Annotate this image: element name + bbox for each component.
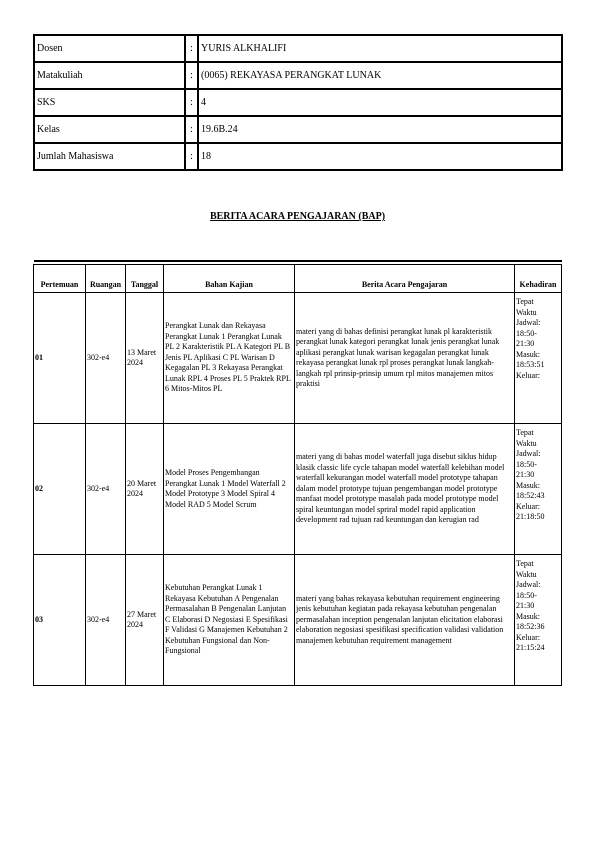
- table-row: [34, 424, 562, 555]
- info-label: Matakuliah: [34, 62, 185, 89]
- cell-tanggal: 27 Maret 2024: [126, 555, 164, 686]
- cell-kehadiran: [515, 555, 562, 686]
- kehadiran-line: Jadwal:: [516, 580, 541, 589]
- header-pertemuan: Pertemuan: [34, 265, 86, 293]
- kehadiran-line: 18:52:36: [516, 622, 545, 631]
- info-row-jumlah-mahasiswa: [34, 143, 562, 170]
- info-value-kelas: 19.6B.24: [198, 116, 562, 143]
- cell-berita-acara: materi yang di bahas model waterfall juga disebut siklus hidup klasik classic life cycle tahapan model waterfall kelebihan model waterfall kekurangan model waterfall model prototype tahapan dalam model prototype tujuan pengembangan model prototype manfaat model prototype masalah pada model prototype model spiral keuntungan model spriral model rapid application development rad tujuan rad keuntungan dan kerugian rad: [295, 424, 515, 555]
- kehadiran-line: 21:18:50: [516, 512, 545, 521]
- kehadiran-line: 18:53:51: [516, 360, 545, 369]
- cell-kehadiran: [515, 424, 562, 555]
- kehadiran-line: Waktu: [516, 307, 537, 317]
- info-colon: :: [185, 62, 198, 89]
- kehadiran-line: Keluar:: [516, 501, 540, 511]
- kehadiran-line: Masuk:: [516, 480, 540, 490]
- info-value-jumlah-mahasiswa: 18: [198, 143, 562, 170]
- header-kehadiran: Kehadiran: [515, 265, 562, 293]
- header-tanggal: Tanggal: [126, 265, 164, 293]
- cell-berita-acara: materi yang di bahas definisi perangkat lunak pl karakteristik perangkat lunak kategori perangkat lunak jenis perangkat lunak aplikasi perangkat lunak warisan kegagalan perangkat lunak rekayasa perangkat lunak rpl proses perangkat lunak langkah-langkah rpl prinsip-prinsip umum rpl mitos manajemen mitos praktisi: [295, 293, 515, 424]
- kehadiran-line: Masuk:: [516, 349, 540, 359]
- info-label: Jumlah Mahasiswa: [34, 143, 185, 170]
- document-title: BERITA ACARA PENGAJARAN (BAP): [209, 211, 386, 222]
- info-colon: :: [185, 143, 198, 170]
- cell-kehadiran: [515, 293, 562, 424]
- cell-pertemuan: 01: [34, 293, 86, 424]
- cell-pertemuan: 02: [34, 424, 86, 555]
- kehadiran-line: Jadwal:: [516, 318, 541, 327]
- info-value-dosen: YURIS ALKHALIFI: [198, 35, 562, 62]
- info-row-sks: [34, 89, 562, 116]
- info-value-matakuliah: (0065) REKAYASA PERANGKAT LUNAK: [198, 62, 562, 89]
- kehadiran-line: Jadwal:: [516, 449, 541, 458]
- cell-bahan-kajian: Kebutuhan Perangkat Lunak 1 Rekayasa Kebutuhan A Pengenalan Permasalahan B Pengenalan Lanjutan C Elaborasi D Negosiasi E Spesifikasi F Validasi G Manajemen Kebutuhan 2 Kebutuhan Fungsional dan Non-Fungsional: [164, 555, 295, 686]
- cell-berita-acara: materi yang bahas rekayasa kebutuhan requirement engineering jenis kebutuhan kegiatan pada rekayasa kebutuhan pengenalan permasalahan inception pengenalan lanjutan elicitation elaborasi elaboration negosiasi spesifikasi specification validasi validation manajemen kebutuhan requirement management: [295, 555, 515, 686]
- info-colon: :: [185, 35, 198, 62]
- info-label: SKS: [34, 89, 185, 116]
- info-label: Dosen: [34, 35, 185, 62]
- info-table: [33, 34, 563, 171]
- kehadiran-line: 21:15:24: [516, 643, 545, 652]
- kehadiran-line: Keluar:: [516, 370, 540, 380]
- info-row-matakuliah: [34, 62, 562, 89]
- kehadiran-line: Keluar:: [516, 632, 540, 642]
- kehadiran-line: 18:50-: [516, 328, 537, 338]
- kehadiran-line: Tepat: [516, 428, 534, 437]
- kehadiran-line: Waktu: [516, 438, 537, 448]
- info-row-kelas: [34, 116, 562, 143]
- info-colon: :: [185, 89, 198, 116]
- cell-bahan-kajian: Perangkat Lunak dan Rekayasa Perangkat Lunak 1 Perangkat Lunak PL 2 Karakteristik PL A Kategori PL B Jenis PL Aplikasi C PL Warisan D Kegagalan PL 3 Rekayasa Perangkat Lunak RPL 4 Proses PL 5 Praktek RPL 6 Mitos-Mitos PL: [164, 293, 295, 424]
- cell-ruangan: 302-e4: [86, 424, 126, 555]
- info-value-sks: 4: [198, 89, 562, 116]
- kehadiran-line: 18:50-: [516, 459, 537, 469]
- info-row-dosen: [34, 35, 562, 62]
- kehadiran-line: Tepat: [516, 297, 534, 306]
- table-row: [34, 293, 562, 424]
- kehadiran-line: 18:50-: [516, 590, 537, 600]
- kehadiran-line: Tepat: [516, 559, 534, 568]
- kehadiran-line: Masuk:: [516, 611, 540, 621]
- cell-bahan-kajian: Model Proses Pengembangan Perangkat Lunak 1 Model Waterfall 2 Model Prototype 3 Model Spiral 4 Model RAD 5 Model Scrum: [164, 424, 295, 555]
- cell-ruangan: 302-e4: [86, 555, 126, 686]
- kehadiran-line: 21:30: [516, 339, 535, 348]
- info-label: Kelas: [34, 116, 185, 143]
- cell-tanggal: 20 Maret 2024: [126, 424, 164, 555]
- kehadiran-line: 18:52:43: [516, 491, 545, 500]
- cell-tanggal: 13 Maret 2024: [126, 293, 164, 424]
- cell-pertemuan: 03: [34, 555, 86, 686]
- bap-table: [33, 260, 562, 686]
- cell-ruangan: 302-e4: [86, 293, 126, 424]
- kehadiran-line: Waktu: [516, 569, 537, 579]
- header-berita-acara: Berita Acara Pengajaran: [295, 265, 515, 293]
- kehadiran-line: 21:30: [516, 601, 535, 610]
- kehadiran-line: 21:30: [516, 470, 535, 479]
- info-colon: :: [185, 116, 198, 143]
- header-bahan-kajian: Bahan Kajian: [164, 265, 295, 293]
- table-header-row: [34, 265, 562, 293]
- table-row: [34, 555, 562, 686]
- header-ruangan: Ruangan: [86, 265, 126, 293]
